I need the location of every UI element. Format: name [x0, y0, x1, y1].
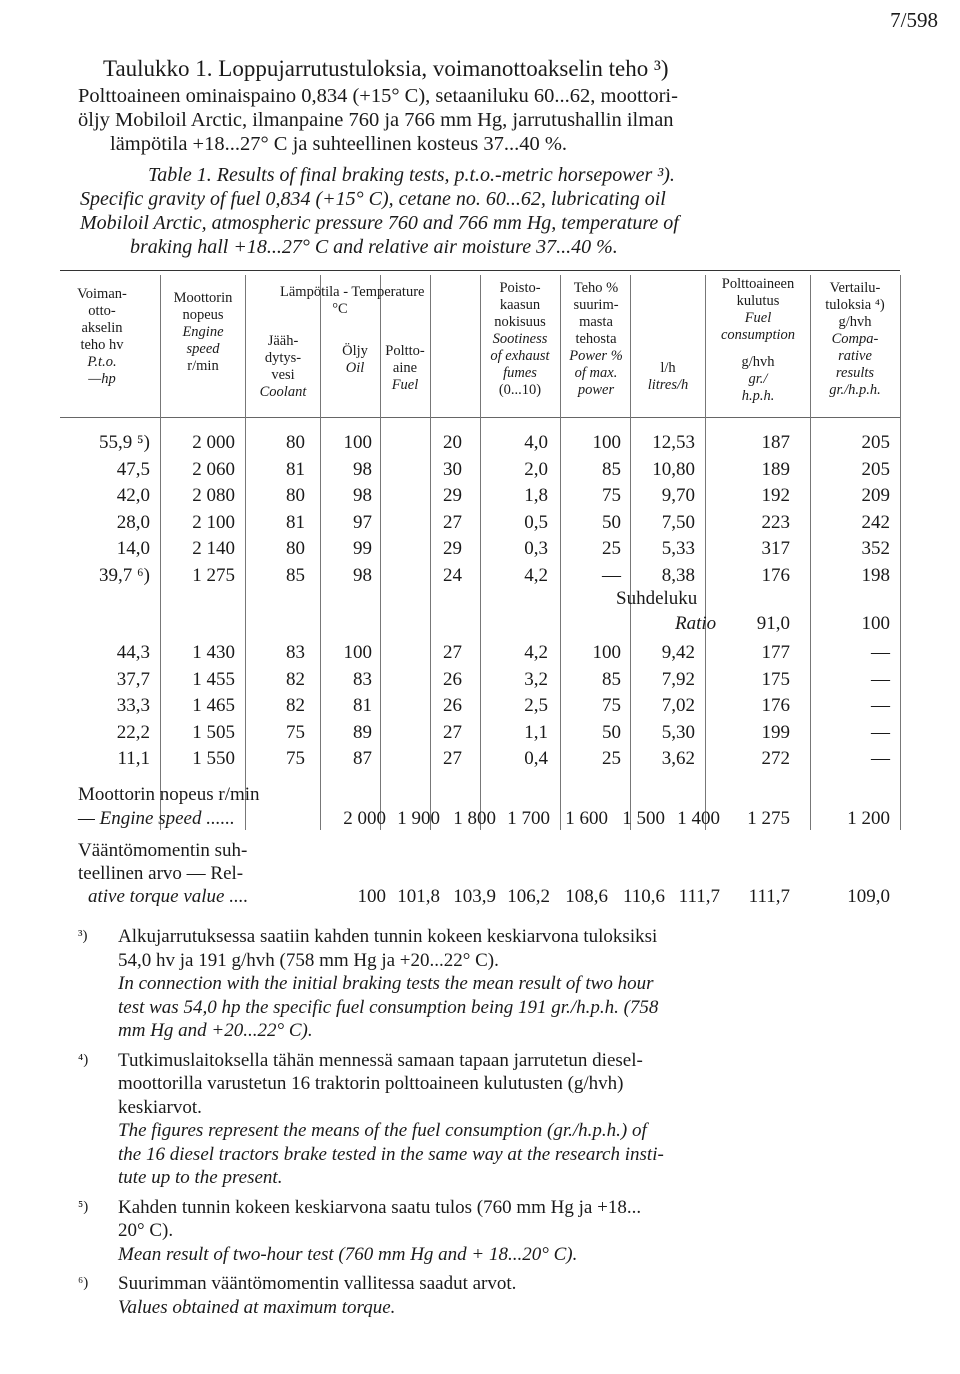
- header-comparative-line: rative: [838, 348, 872, 364]
- row-g2-cell: 1 455: [192, 668, 235, 690]
- row-g2-cell: 177: [761, 642, 790, 663]
- page-number: 7/598: [890, 8, 938, 32]
- row-g1-cell: 28,0: [116, 511, 150, 533]
- header-ghvh-line: g/hvh: [741, 354, 775, 370]
- row-g1-cell: 189: [761, 458, 790, 480]
- header-pto-power-line: otto-: [88, 303, 116, 319]
- row-g2-cell: —: [871, 695, 890, 716]
- footnote: [78, 1049, 898, 1190]
- intro-finnish: [78, 84, 890, 156]
- header-comparative: [795, 280, 915, 399]
- row-g1-cell: 4,0: [524, 432, 548, 453]
- header-consumption-line: Polttoaineen: [721, 276, 795, 292]
- torque-cell: 103,9: [453, 886, 496, 907]
- footnote: [78, 1196, 898, 1267]
- row-g2-cell: 175: [761, 668, 790, 690]
- speed-cell: 1 275: [747, 808, 790, 829]
- header-exhaust-line: Sootiness: [492, 331, 548, 347]
- header-oil-line: Oil: [345, 360, 365, 376]
- torque-cell: 108,6: [565, 886, 608, 907]
- speed-cell: 1 400: [677, 808, 720, 829]
- row-g1-cell: 198: [861, 564, 890, 586]
- header-coolant-line: Coolant: [259, 384, 307, 400]
- row-g1-cell: 42,0: [116, 485, 150, 506]
- footnote-line: tute up to the present.: [118, 1167, 283, 1188]
- row-g2-cell: 75: [602, 695, 621, 716]
- header-exhaust-line: Poisto-: [499, 280, 541, 296]
- row-g2-cell: 25: [602, 748, 621, 769]
- footnote-line: Kahden tunnin kokeen keskiarvona saatu tulos (760 mm Hg ja +18...: [118, 1196, 642, 1218]
- row-g1-cell: 30: [443, 458, 462, 480]
- header-pto-power-line: akselin: [81, 320, 123, 336]
- row-g2-cell: 75: [286, 721, 305, 743]
- row-g2-cell: 3,62: [661, 748, 695, 769]
- row-g1-cell: 100: [343, 432, 372, 453]
- footnote-line: Values obtained at maximum torque.: [118, 1296, 396, 1318]
- header-exhaust-line: (0...10): [498, 382, 542, 398]
- row-g2-cell: 272: [761, 748, 790, 769]
- header-power-pct-line: Power %: [569, 348, 623, 364]
- torque-cell: 111,7: [678, 886, 720, 907]
- speed-cell: 1 700: [507, 808, 550, 829]
- row-g2-cell: 2,5: [524, 695, 548, 716]
- row-g2-cell: 9,42: [661, 642, 695, 663]
- row-g2-cell: 4,2: [524, 642, 548, 663]
- row-g2-cell: 27: [443, 721, 462, 743]
- row-g2-cell: —: [871, 721, 890, 743]
- row-g2-cell: 81: [353, 695, 372, 716]
- row-g2-cell: 44,3: [116, 642, 150, 663]
- row-g1-cell: 192: [761, 485, 790, 506]
- row-g1-cell: 2 060: [192, 458, 235, 480]
- ratio-label-en: Ratio: [675, 613, 717, 634]
- row-g2-cell: 100: [343, 642, 372, 663]
- header-comparative-line: g/hvh: [838, 314, 872, 330]
- header-temperature-line: °C: [332, 301, 348, 317]
- row-g2-cell: 82: [286, 668, 305, 690]
- header-consumption-line: Fuel: [744, 310, 772, 326]
- row-g1-cell: 209: [861, 485, 890, 506]
- row-g2-cell: 33,3: [116, 695, 150, 716]
- row-g2-cell: 83: [353, 668, 372, 690]
- header-comparative-line: Vertailu-: [829, 280, 881, 296]
- row-g1-cell: 29: [443, 485, 462, 506]
- row-g1-cell: 0,3: [524, 538, 548, 559]
- header-comparative-line: Compa-: [831, 331, 879, 347]
- english-line: Mobiloil Arctic, atmospheric pressure 760 and 766 mm Hg, temperature of: [80, 212, 679, 234]
- torque-label: Vääntömomentin suh-: [78, 840, 248, 861]
- row-g1-cell: 80: [286, 485, 305, 506]
- header-pto-power-line: P.t.o.: [87, 354, 117, 370]
- torque-label-en: ative torque value ....: [88, 886, 249, 907]
- row-g1-cell: 85: [286, 564, 305, 586]
- row-g1-cell: 29: [443, 538, 462, 559]
- row-g1-cell: 81: [286, 458, 305, 480]
- row-g1-cell: 98: [353, 564, 372, 586]
- header-power-pct-line: Teho %: [573, 280, 619, 296]
- header-fuel-temp-line: Poltto-: [385, 343, 425, 359]
- header-fuel-temp-line: aine: [392, 360, 418, 376]
- row-g1-cell: 0,5: [524, 511, 548, 533]
- header-engine-speed-line: speed: [186, 341, 220, 357]
- row-g1-cell: 85: [602, 458, 621, 480]
- row-g1-cell: 39,7 ⁶): [99, 564, 150, 586]
- speed-label: Moottorin nopeus r/min: [78, 784, 260, 805]
- torque-cell: 100: [357, 886, 386, 907]
- english-line: Table 1. Results of final braking tests, p.t.o.-metric horsepower ³).: [148, 164, 675, 186]
- header-exhaust-line: kaasun: [499, 297, 541, 313]
- header-comparative-line: tuloksia ⁴): [825, 297, 885, 313]
- header-pto-power-line: Voiman-: [77, 286, 127, 302]
- ratio-label-fi: Suhdeluku: [616, 588, 698, 609]
- header-power-pct-line: suurim-: [573, 297, 619, 313]
- header-fuel-temp-line: Fuel: [391, 377, 419, 393]
- footnote-line: Alkujarrutuksessa saatiin kahden tunnin kokeen keskiarvona tuloksiksi: [118, 926, 658, 947]
- footnote-mark: ⁶): [78, 1275, 89, 1291]
- row-g1-cell: 242: [861, 511, 890, 533]
- intro-line: lämpötila +18...27° C ja suhteellinen kosteus 37...40 %.: [110, 133, 568, 155]
- english-line: Specific gravity of fuel 0,834 (+15° C), cetane no. 60...62, lubricating oil: [80, 188, 666, 210]
- header-engine-speed-line: Moottorin: [173, 290, 233, 306]
- footnote-line: keskiarvot.: [118, 1096, 202, 1118]
- row-g1-cell: 25: [602, 538, 621, 559]
- row-g2-cell: 83: [286, 642, 305, 663]
- row-g1-cell: 187: [761, 432, 790, 453]
- header-coolant-line: dytys-: [264, 350, 302, 366]
- header-lh-line: l/h: [660, 360, 676, 376]
- row-g2-cell: 5,30: [661, 721, 695, 743]
- row-g1-cell: 176: [761, 564, 790, 586]
- footnote-mark: ⁵): [78, 1198, 89, 1215]
- header-engine-speed-line: Engine: [182, 324, 224, 340]
- footnote-mark: ³): [78, 928, 88, 944]
- row-g1-cell: 20: [443, 432, 462, 453]
- footnote-line: Tutkimuslaitoksella tähän mennessä samaan tapaan jarrutetun diesel-: [118, 1049, 643, 1071]
- row-g2-cell: 176: [761, 695, 790, 716]
- footnote-line: In connection with the initial braking tests the mean result of two hour: [118, 973, 654, 994]
- speed-cell: 1 900: [397, 808, 440, 829]
- row-g2-cell: 27: [443, 748, 462, 769]
- row-g1-cell: —: [602, 564, 621, 586]
- ratio-compare: 100: [861, 613, 890, 634]
- row-g1-cell: 317: [761, 538, 790, 559]
- row-g1-cell: 10,80: [652, 458, 695, 480]
- footnote-line: 54,0 hv ja 191 g/hvh (758 mm Hg ja +20...22° C).: [118, 949, 499, 971]
- row-g1-cell: 8,38: [661, 564, 695, 586]
- row-g1-cell: 55,9 ⁵): [99, 432, 150, 453]
- row-g2-cell: 26: [443, 695, 462, 716]
- header-oil-line: Öljy: [342, 343, 368, 359]
- row-g1-cell: 1,8: [524, 485, 548, 506]
- row-g2-cell: 37,7: [116, 668, 150, 690]
- header-temperature-line: Lämpötila - Temperature: [280, 284, 425, 300]
- header-power-pct-line: masta: [579, 314, 613, 330]
- footnote-line: The figures represent the means of the fuel consumption (gr./h.p.h.) of: [118, 1120, 647, 1141]
- header-comparative-line: results: [835, 365, 875, 381]
- english-line: braking hall +18...27° C and relative air moisture 37...40 %.: [130, 236, 618, 258]
- row-g2-cell: 3,2: [524, 668, 548, 690]
- header-temperature: [280, 284, 425, 318]
- row-g2-cell: 1 430: [192, 642, 235, 663]
- header-fuel-temp: [345, 343, 465, 394]
- header-engine-speed-line: r/min: [187, 358, 219, 374]
- header-ghvh-line: gr./: [748, 371, 768, 387]
- header-power-pct-line: tehosta: [575, 331, 617, 347]
- ratio-value: 91,0: [756, 613, 790, 634]
- footnote-mark: ⁴): [78, 1051, 89, 1068]
- row-g1-cell: 9,70: [661, 485, 695, 506]
- row-g2-cell: 199: [761, 721, 790, 743]
- row-g2-cell: 100: [592, 642, 621, 663]
- torque-cell: 106,2: [507, 886, 550, 907]
- row-g1-cell: 97: [353, 511, 372, 533]
- footnote: [78, 1272, 898, 1319]
- speed-cell: 1 200: [847, 808, 890, 829]
- row-g2-cell: 50: [602, 721, 621, 743]
- row-g1-cell: 2,0: [524, 458, 548, 480]
- row-g1-cell: 98: [353, 458, 372, 480]
- row-g1-cell: 352: [861, 538, 890, 559]
- row-g1-cell: 14,0: [116, 538, 150, 559]
- torque-cell: 101,8: [397, 886, 440, 907]
- row-g2-cell: 75: [286, 748, 305, 769]
- row-g1-cell: 12,53: [652, 432, 695, 453]
- row-g2-cell: 1 550: [192, 748, 235, 769]
- row-g2-cell: —: [871, 668, 890, 690]
- footnote-line: mm Hg and +20...22° C).: [118, 1020, 313, 1041]
- header-pto-power-line: teho hv: [80, 337, 124, 353]
- header-pto-power-line: —hp: [88, 371, 116, 387]
- torque-cell: 109,0: [847, 886, 890, 907]
- row-g1-cell: 7,50: [661, 511, 695, 533]
- intro-line: Polttoaineen ominaispaino 0,834 (+15° C), setaaniluku 60...62, moottori-: [78, 85, 678, 107]
- row-g2-cell: 27: [443, 642, 462, 663]
- row-g1-cell: 75: [602, 485, 621, 506]
- footnote-line: moottorilla varustetun 16 traktorin polttoaineen kulutusten (g/hvh): [118, 1073, 624, 1094]
- header-exhaust-line: fumes: [503, 365, 537, 381]
- header-engine-speed-line: nopeus: [182, 307, 224, 323]
- header-comparative-line: gr./h.p.h.: [829, 382, 881, 398]
- row-g1-cell: 2 000: [192, 432, 235, 453]
- footnote-line: Mean result of two-hour test (760 mm Hg and + 18...20° C).: [118, 1243, 578, 1265]
- row-g1-cell: 50: [602, 511, 621, 533]
- torque-cell: 110,6: [622, 886, 665, 907]
- speed-cell: 1 500: [622, 808, 665, 829]
- header-ghvh-line: h.p.h.: [741, 388, 775, 404]
- header-consumption-line: consumption: [720, 327, 796, 343]
- header-exhaust-line: nokisuus: [494, 314, 546, 330]
- row-g1-cell: 99: [353, 538, 372, 559]
- row-g1-cell: 205: [861, 432, 890, 453]
- row-g2-cell: —: [871, 748, 890, 769]
- row-g2-cell: 1 465: [192, 695, 235, 716]
- row-g2-cell: 11,1: [117, 748, 150, 769]
- footnote-line: 20° C).: [118, 1220, 174, 1241]
- intro-line: öljy Mobiloil Arctic, ilmanpaine 760 ja 766 mm Hg, jarrutushallin ilman: [78, 109, 674, 131]
- speed-cell: 1 600: [565, 808, 608, 829]
- row-g2-cell: 89: [353, 721, 372, 743]
- row-g1-cell: 2 100: [192, 511, 235, 533]
- footnote-line: Suurimman vääntömomentin vallitessa saadut arvot.: [118, 1273, 517, 1294]
- header-exhaust-line: of exhaust: [490, 348, 550, 364]
- row-g2-cell: 1,1: [524, 721, 548, 743]
- speed-label-en: — Engine speed ......: [78, 808, 235, 829]
- torque-cell: 111,7: [748, 886, 790, 907]
- table-top-rule: [60, 270, 900, 271]
- row-g2-cell: 7,02: [661, 695, 695, 716]
- row-g1-cell: 2 140: [192, 538, 235, 559]
- footnote-line: the 16 diesel tractors brake tested in the same way at the research insti-: [118, 1143, 664, 1165]
- header-power-pct-line: of max.: [574, 365, 618, 381]
- row-g1-cell: 205: [861, 458, 890, 480]
- speed-cell: 1 800: [453, 808, 496, 829]
- row-g1-cell: 2 080: [192, 485, 235, 506]
- row-g1-cell: 27: [443, 511, 462, 533]
- speed-cell: 2 000: [343, 808, 386, 829]
- row-g1-cell: 4,2: [524, 564, 548, 586]
- footnote-line: test was 54,0 hp the specific fuel consumption being 191 gr./h.p.h. (758: [118, 996, 659, 1018]
- row-g1-cell: 80: [286, 538, 305, 559]
- row-g2-cell: 7,92: [661, 668, 695, 690]
- torque-label: teellinen arvo — Rel-: [78, 863, 244, 884]
- row-g1-cell: 5,33: [661, 538, 695, 559]
- row-g2-cell: 22,2: [116, 721, 150, 743]
- row-g2-cell: 82: [286, 695, 305, 716]
- row-g1-cell: 223: [761, 511, 790, 533]
- table-title: Taulukko 1. Loppujarrutustuloksia, voimanottoakselin teho ³): [103, 56, 669, 81]
- header-lh-line: litres/h: [647, 377, 689, 393]
- row-g1-cell: 100: [592, 432, 621, 453]
- header-coolant-line: vesi: [271, 367, 295, 383]
- footnote: [78, 925, 898, 1043]
- intro-english: [80, 163, 918, 259]
- row-g1-cell: 80: [286, 432, 305, 453]
- row-g2-cell: 85: [602, 668, 621, 690]
- row-g1-cell: 47,5: [116, 458, 150, 480]
- row-g2-cell: 0,4: [524, 748, 548, 769]
- row-g2-cell: 1 505: [192, 721, 235, 743]
- row-g1-cell: 1 275: [192, 564, 235, 586]
- row-g2-cell: 87: [353, 748, 372, 769]
- row-g1-cell: 98: [353, 485, 372, 506]
- header-consumption-line: kulutus: [736, 293, 780, 309]
- row-g1-cell: 24: [443, 564, 462, 586]
- row-g1-cell: 81: [286, 511, 305, 533]
- header-coolant-line: Jääh-: [267, 333, 299, 349]
- row-g2-cell: —: [871, 642, 890, 663]
- header-power-pct-line: power: [577, 382, 615, 398]
- row-g2-cell: 26: [443, 668, 462, 690]
